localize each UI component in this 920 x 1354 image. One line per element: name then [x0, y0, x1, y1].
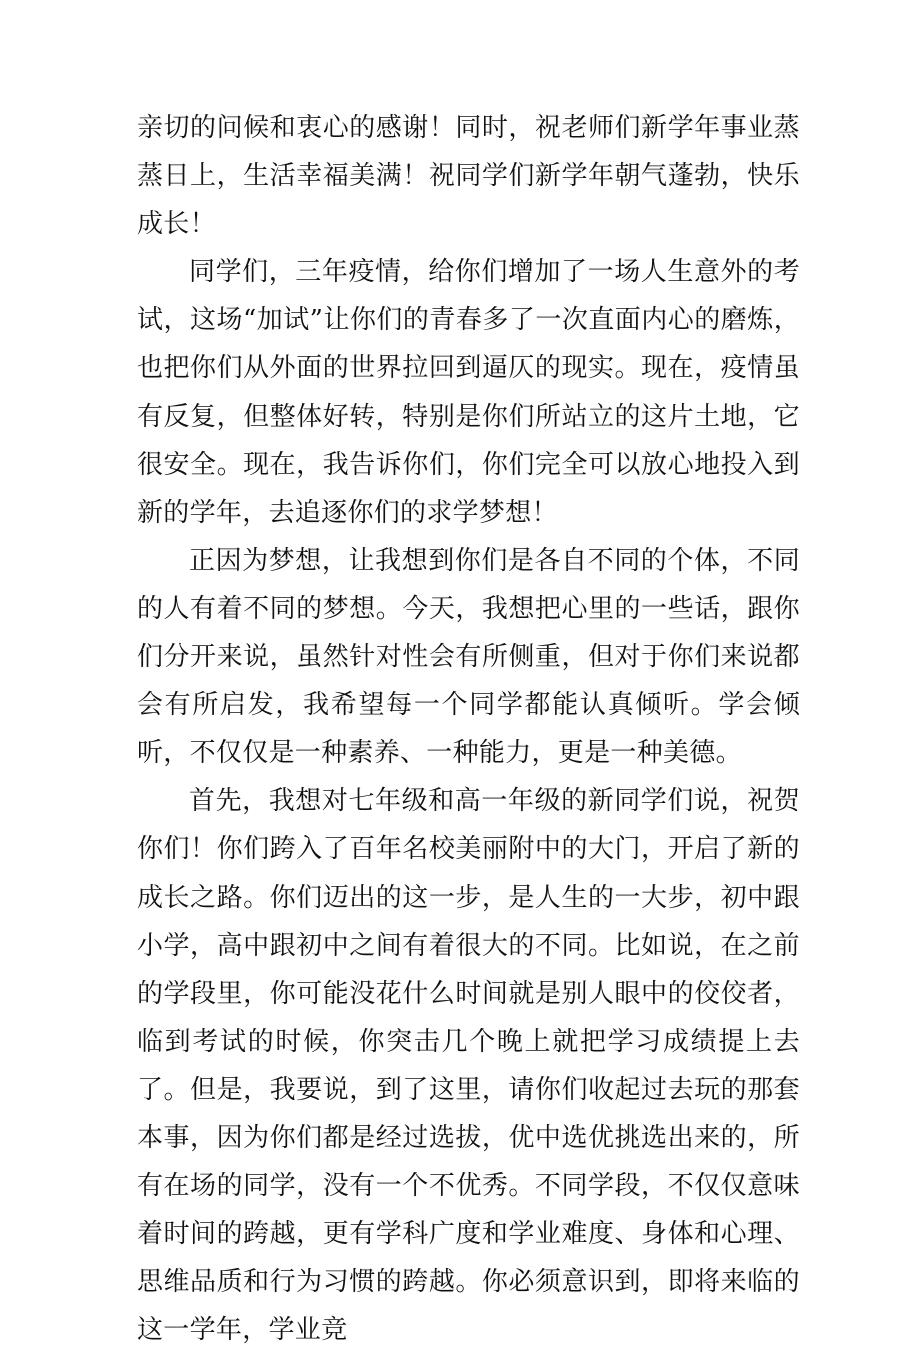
paragraph-dreams: 正因为梦想，让我想到你们是各自不同的个体，不同的人有着不同的梦想。今天，我想把心里的一些话，跟你们分开来说，虽然针对性会有所侧重，但对于你们来说都会有所启发，我希望每一个同学都能认真倾听。学会倾听，不仅仅是一种素养、一种能力，更是一种美德。: [137, 545, 800, 769]
paragraph-new-students: 首先，我想对七年级和高一年级的新同学们说，祝贺你们！你们跨入了百年名校美丽附中的大门，开启了新的成长之路。你们迈出的这一步，是人生的一大步，初中跟小学，高中跟初中之间有着很大的不同。比如说，在之前的学段里，你可能没花什么时间就是别人眼中的佼佼者，临到考试的时候，你突击几个晚上就把学习成绩提上去了。但是，我要说，到了这里，请你们收起过去玩的那套本事，因为你们都是经过选拔，优中选优挑选出来的，所有在场的同学，没有一个不优秀。不同学段，不仅仅意味着时间的跨越，更有学科广度和学业难度、身体和心理、思维品质和行为习惯的跨越。你必须意识到，即将来临的这一学年，学业竞: [137, 786, 800, 1346]
document-body: [137, 104, 800, 1354]
paragraph-pandemic: 同学们，三年疫情，给你们增加了一场人生意外的考试，这场“加试”让你们的青春多了一次直面内心的磨炼，也把你们从外面的世界拉回到逼仄的现实。现在，疫情虽有反复，但整体好转，特别是你们所站立的这片土地，它很安全。现在，我告诉你们，你们完全可以放心地投入到新的学年，去追逐你们的求学梦想！: [137, 257, 800, 528]
paragraph-greeting: 亲切的问候和衷心的感谢！同时，祝老师们新学年事业蒸蒸日上，生活幸福美满！祝同学们新学年朝气蓬勃，快乐成长！: [137, 113, 800, 240]
